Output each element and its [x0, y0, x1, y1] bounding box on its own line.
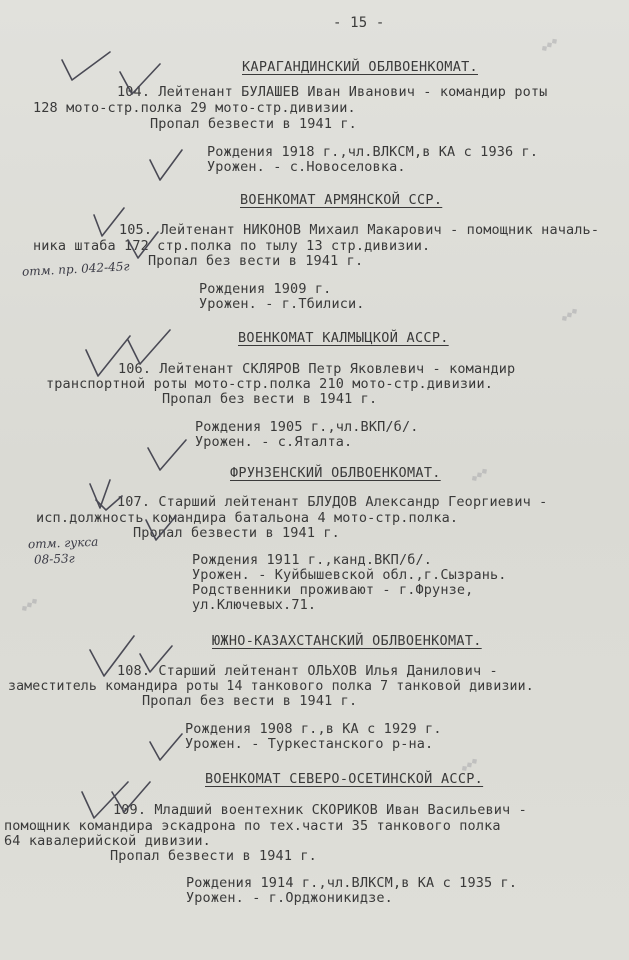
check-mark-icon: [150, 734, 182, 760]
entry-108-line-1: 108. Старший лейтенант ОЛЬХОВ Илья Данилович -: [117, 663, 498, 679]
handwritten-note-105: отм. пр. 042-45г: [21, 259, 130, 279]
entry-109-native: Урожен. - г.Орджоникидзе.: [186, 890, 393, 906]
entry-108-line-2: заместитель командира роты 14 танкового полка 7 танковой дивизии.: [8, 679, 534, 694]
watermark-stamp: ◆◆◆: [469, 465, 490, 484]
entry-107-line-2: исп.должность командира батальона 4 мото-стр.полка.: [36, 510, 459, 526]
check-mark-icon: [128, 330, 170, 364]
check-mark-icon: [90, 480, 110, 508]
watermark-stamp: ◆◆◆: [459, 755, 480, 774]
section-header-karaganda: КАРАГАНДИНСКИЙ ОБЛВОЕНКОМАТ.: [242, 59, 478, 75]
page-number: - 15 -: [333, 15, 385, 31]
entry-104-line-1: 104. Лейтенант БУЛАШЕВ Иван Иванович - командир роты: [117, 84, 548, 100]
entry-104-native: Урожен. - с.Новоселовка.: [207, 159, 406, 175]
watermark-stamp: ◆◆◆: [559, 305, 580, 324]
section-header-kalmyk: ВОЕНКОМАТ КАЛМЫЦКОЙ АССР.: [238, 330, 449, 346]
entry-109-line-3: 64 кавалерийской дивизии.: [4, 833, 211, 849]
entry-105-birth: Рождения 1909 г.: [199, 281, 332, 297]
check-mark-icon: [148, 440, 186, 470]
entry-107-missing: Пропал безвести в 1941 г.: [133, 525, 340, 541]
entry-104-line-2: 128 мото-стр.полка 29 мото-стр.дивизии.: [33, 100, 356, 116]
entry-107-native: Урожен. - Куйбышевской обл.,г.Сызрань.: [192, 567, 507, 583]
entry-108-birth: Рождения 1908 г.,в КА с 1929 г.: [185, 721, 442, 737]
section-header-north-ossetia: ВОЕНКОМАТ СЕВЕРО-ОСЕТИНСКОЙ АССР.: [205, 771, 484, 787]
entry-108-native: Урожен. - Туркестанского р-на.: [185, 736, 434, 752]
entry-109-line-2: помощник командира эскадрона по тех.части 35 танкового полка: [4, 818, 501, 834]
entry-106-native: Урожен. - с.Яталта.: [195, 434, 353, 450]
entry-106-birth: Рождения 1905 г.,чл.ВКП/б/.: [195, 419, 419, 435]
entry-109-birth: Рождения 1914 г.,чл.ВЛКСМ,в КА с 1935 г.: [186, 875, 518, 891]
entry-105-native: Урожен. - г.Тбилиси.: [199, 296, 365, 312]
check-mark-icon: [150, 150, 182, 180]
entry-107-line-1: 107. Старший лейтенант БЛУДОВ Александр Георгиевич -: [117, 494, 548, 510]
entry-107-birth: Рождения 1911 г.,канд.ВКП/б/.: [192, 552, 433, 568]
entry-106-missing: Пропал без вести в 1941 г.: [162, 391, 378, 407]
handwritten-note-107-b: 08-53г: [33, 551, 75, 567]
section-header-frunze: ФРУНЗЕНСКИЙ ОБЛВОЕНКОМАТ.: [230, 465, 441, 481]
check-mark-icon: [62, 52, 110, 80]
entry-107-address: ул.Ключевых.71.: [192, 597, 317, 613]
handwritten-note-107-a: отм. гукса: [27, 534, 99, 552]
entry-106-line-2: транспортной роты мото-стр.полка 210 мото-стр.дивизии.: [46, 376, 493, 392]
watermark-stamp: ◆◆◆: [19, 595, 40, 614]
entry-109-line-1: 109. Младший воентехник СКОРИКОВ Иван Васильевич -: [113, 802, 527, 818]
entry-104-birth: Рождения 1918 г.,чл.ВЛКСМ,в КА с 1936 г.: [207, 144, 539, 160]
entry-106-line-1: 106. Лейтенант СКЛЯРОВ Петр Яковлевич - командир: [118, 361, 516, 377]
entry-104-missing: Пропал безвести в 1941 г.: [150, 116, 357, 132]
section-header-south-kazakhstan: ЮЖНО-КАЗАХСТАНСКИЙ ОБЛВОЕНКОМАТ.: [212, 633, 482, 649]
watermark-stamp: ◆◆◆: [539, 35, 560, 54]
entry-108-missing: Пропал без вести в 1941 г.: [142, 693, 358, 709]
entry-105-missing: Пропал без вести в 1941 г.: [148, 253, 364, 269]
entry-105-line-1: 105. Лейтенант НИКОНОВ Михаил Макарович - помощник началь-: [119, 222, 600, 238]
entry-107-relatives: Родственники проживают - г.Фрунзе,: [192, 582, 474, 598]
entry-105-line-2: ника штаба 172 стр.полка по тылу 13 стр.дивизии.: [33, 238, 431, 254]
entry-109-missing: Пропал безвести в 1941 г.: [110, 848, 317, 864]
section-header-armenia: ВОЕНКОМАТ АРМЯНСКОЙ ССР.: [240, 192, 443, 208]
